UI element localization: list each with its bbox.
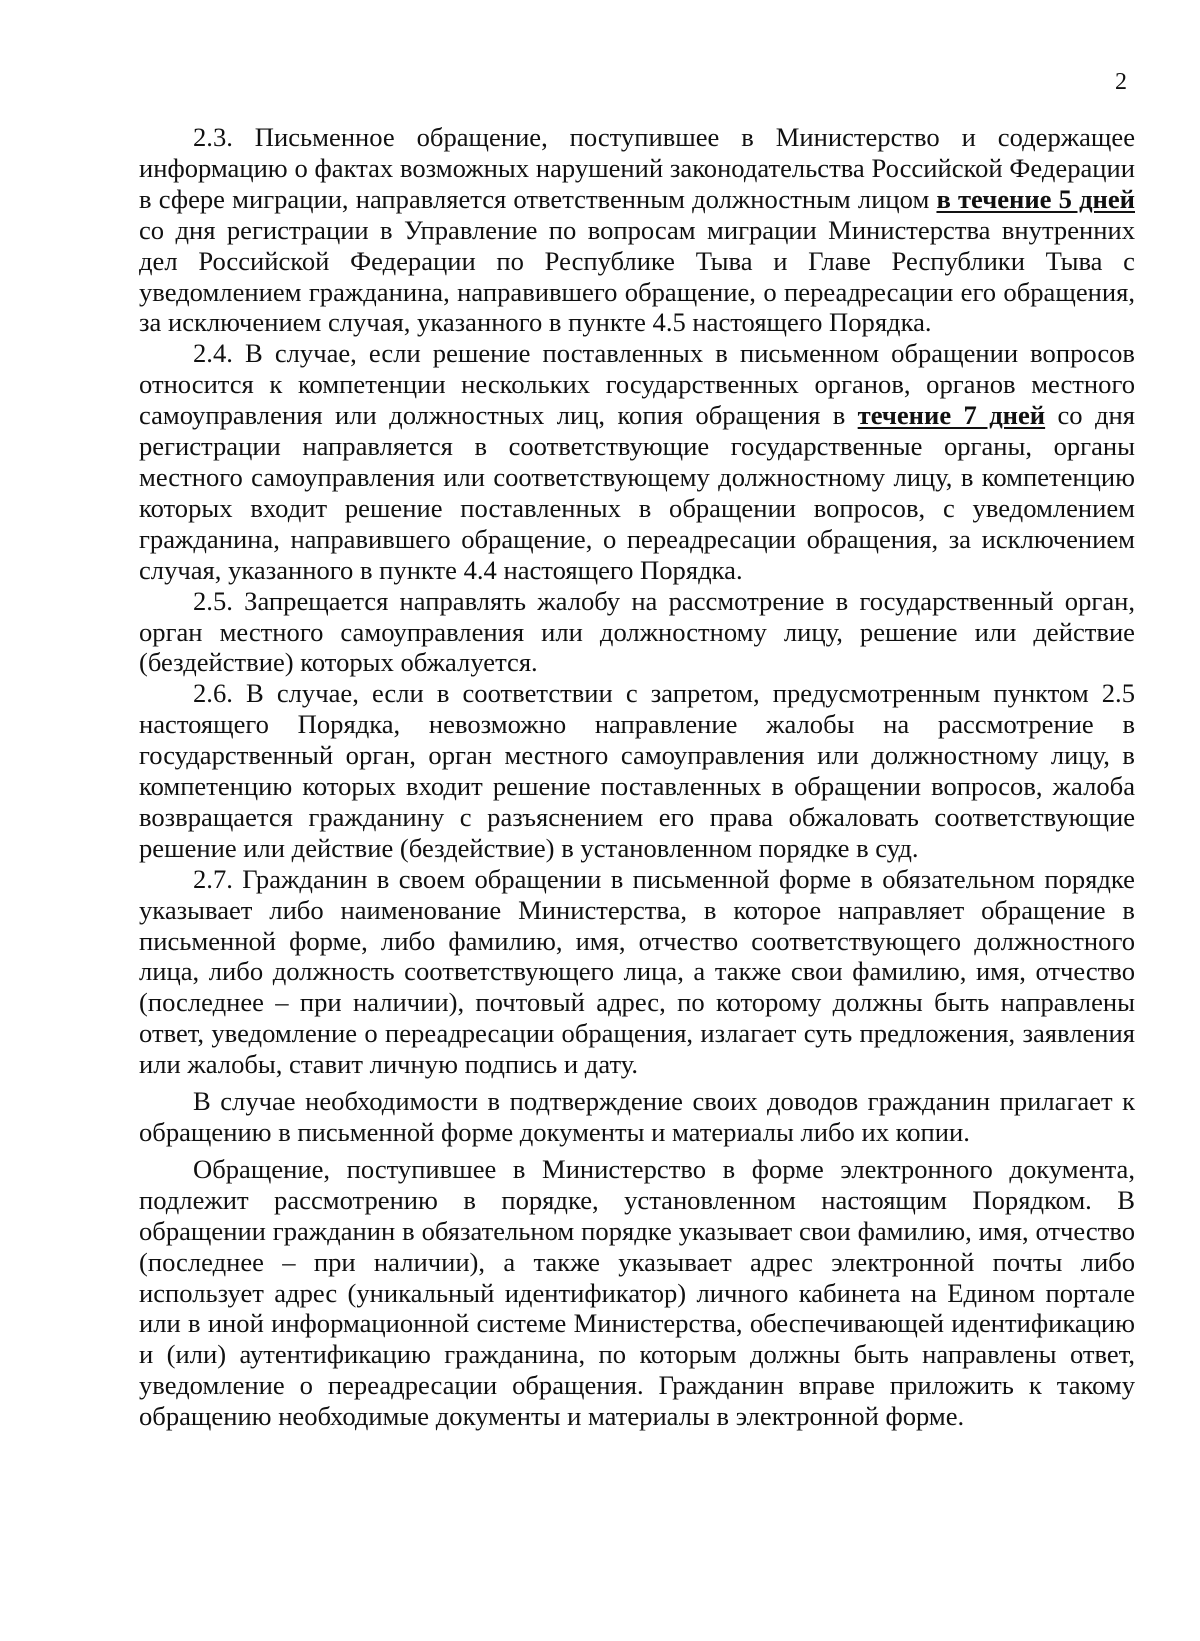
deadline-highlight: в течение 5 дней [936,183,1135,214]
paragraph-2-6: 2.6. В случае, если в соответствии с запретом, предусмотренным пунктом 2.5 настоящего Порядка, невозможно направление жалобы на рассмотрение в государственный орган, орган местного самоуправления или должностному лицу, в компетенцию которых входит решение поставленных в обращении вопросов, жалоба возвращается гражданину с разъяснением его права обжаловать соответствующие решение или действие (бездействие) в установленном порядке в суд. [139,678,1135,863]
paragraph-2-4 [139,338,1135,585]
paragraph-2-7: 2.7. Гражданин в своем обращении в письменной форме в обязательном порядке указывает либо наименование Министерства, в которое направляет обращение в письменной форме, либо фамилию, имя, отчество соответствующего должностного лица, либо должность соответствующего лица, а также свои фамилию, имя, отчество (последнее – при наличии), почтовый адрес, по которому должны быть направлены ответ, уведомление о переадресации обращения, излагает суть предложения, заявления или жалобы, ставит личную подпись и дату. [139,863,1135,1080]
paragraph-2-5: 2.5. Запрещается направлять жалобу на рассмотрение в государственный орган, орган местного самоуправления или должностному лицу, решение или действие (бездействие) которых обжалуется. [139,585,1135,678]
paragraph-attachments: В случае необходимости в подтверждение своих доводов гражданин прилагает к обращению в письменной форме документы и материалы либо их копии. [139,1086,1135,1147]
paragraph-2-3 [139,122,1135,338]
deadline-highlight: течение 7 дней [857,400,1046,431]
document-body [139,122,1135,1432]
paragraph-text: 2.3. Письменное обращение, поступившее в Министерство и содержащее информацию о фактах возможных нарушений законодательства Российской Федерации в сфере миграции, направляется ответственным должностным лицом [139,122,1135,214]
paragraph-text: со дня регистрации направляется в соответствующие государственные органы, органы местного самоуправления или соответствующему должностному лицу, в компетенцию которых входит решение поставленных в обращении вопросов, с уведомлением гражданина, направившего обращение, о переадресации обращения, за исключением случая, указанного в пункте 4.4 настоящего Порядка. [139,400,1135,585]
paragraph-text: со дня регистрации в Управление по вопросам миграции Министерства внутренних дел Российской Федерации по Республике Тыва и Главе Республики Тыва с уведомлением гражданина, направившего обращение, о переадресации его обращения, за исключением случая, указанного в пункте 4.5 настоящего Порядка. [139,214,1135,338]
paragraph-text: 2.4. В случае, если решение поставленных в письменном обращении вопросов относится к компетенции нескольких государственных органов, органов местного самоуправления или должностных лиц, копия обращения в [139,338,1135,431]
page-number: 2 [1115,69,1127,95]
paragraph-electronic-appeal: Обращение, поступившее в Министерство в форме электронного документа, подлежит рассмотрению в порядке, установленном настоящим Порядком. В обращении гражданин в обязательном порядке указывает свои фамилию, имя, отчество (последнее – при наличии), а также указывает адрес электронной почты либо использует адрес (уникальный идентификатор) личного кабинета на Едином портале или в иной информационной системе Министерства, обеспечивающей идентификацию и (или) аутентификацию гражданина, по которым должны быть направлены ответ, уведомление о переадресации обращения. Гражданин вправе приложить к такому обращению необходимые документы и материалы в электронной форме. [139,1153,1135,1432]
